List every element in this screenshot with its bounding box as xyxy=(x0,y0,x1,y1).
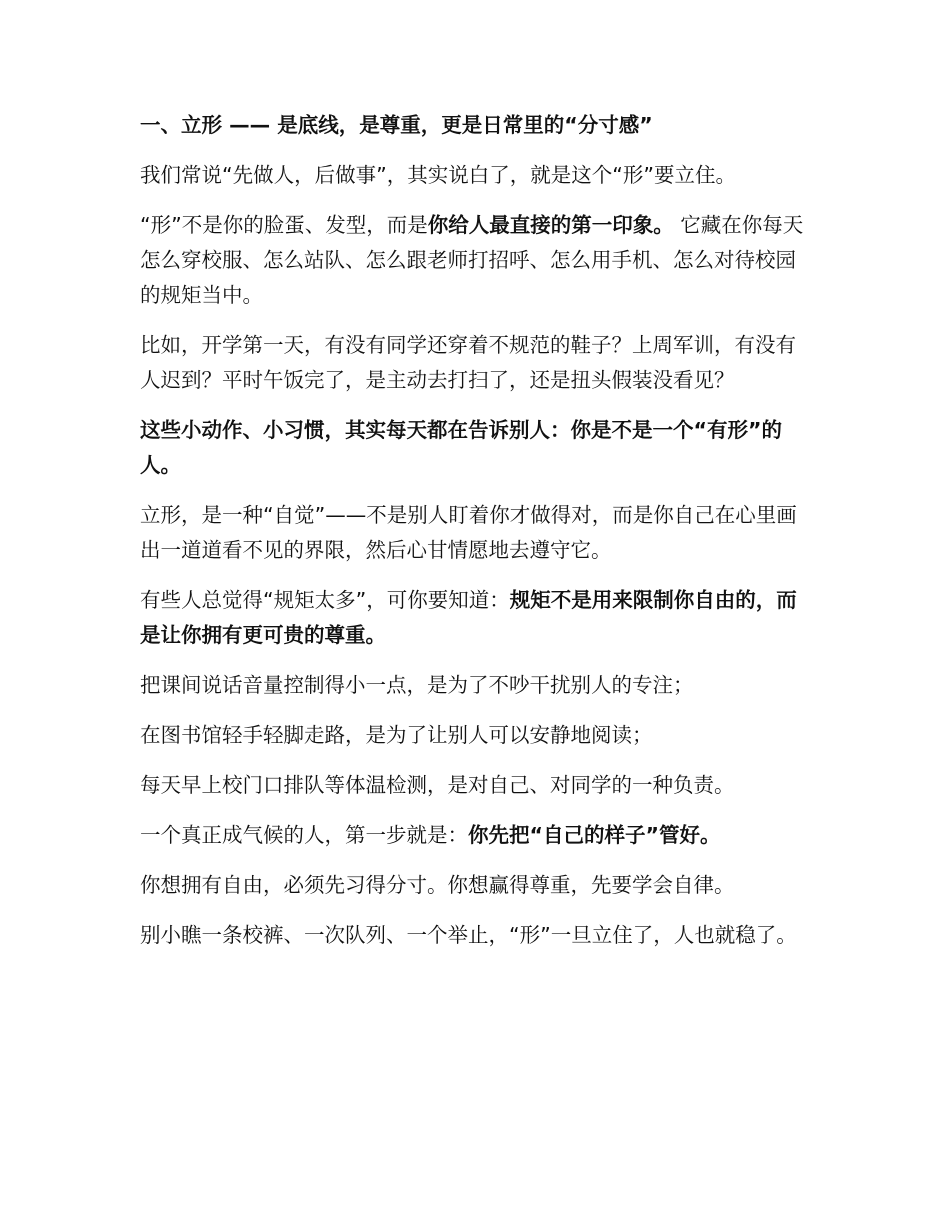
text-run: 在图书馆轻手轻脚走路，是为了让别人可以安静地阅读； xyxy=(140,723,653,747)
bold-text-run: 你先把“自己的样子”管好。 xyxy=(468,823,721,847)
text-run: 把课间说话音量控制得小一点，是为了不吵干扰别人的专注； xyxy=(140,673,694,697)
paragraph xyxy=(140,413,810,483)
text-run: 比如，开学第一天，有没有同学还穿着不规范的鞋子？上周军训，有没有人迟到？平时午饭完了，是主动去打扫了，还是扭头假装没看见？ xyxy=(140,333,796,392)
text-run: 有些人总觉得“规矩太多”，可你要知道： xyxy=(140,588,510,612)
section-heading: 一、立形 —— 是底线，是尊重，更是日常里的“分寸感” xyxy=(140,113,653,137)
text-run: 它藏在你每天怎么穿校服、怎么站队、怎么跟老师打招呼、怎么用手机、怎么对待校园的规矩当中。 xyxy=(140,213,804,307)
text-run: 我们常说“先做人，后做事”，其实说白了，就是这个“形”要立住。 xyxy=(140,163,736,187)
text-run: 别小瞧一条校裤、一次队列、一个举止，“形”一旦立住了，人也就稳了。 xyxy=(140,923,797,947)
bold-text-run: 你给人最直接的第一印象。 xyxy=(427,213,674,237)
text-run: 一个真正成气候的人，第一步就是： xyxy=(140,823,468,847)
bold-text-run: 这些小动作、小习惯，其实每天都在告诉别人：你是不是一个“有形”的人。 xyxy=(140,418,782,477)
paragraph xyxy=(140,768,810,803)
text-run: “形”不是你的脸蛋、发型，而是 xyxy=(140,213,428,237)
paragraph xyxy=(140,918,810,953)
paragraph xyxy=(140,583,810,653)
paragraph xyxy=(140,158,810,193)
bold-text-run: 规矩不是用来限制你自由的，而是让你拥有更可贵的尊重。 xyxy=(140,588,797,647)
text-run: 每天早上校门口排队等体温检测，是对自己、对同学的一种负责。 xyxy=(140,773,735,797)
text-run: 你想拥有自由，必须先习得分寸。你想赢得尊重，先要学会自律。 xyxy=(140,873,735,897)
document-body xyxy=(140,158,810,953)
paragraph xyxy=(140,498,810,568)
text-run: 立形，是一种“自觉”——不是别人盯着你才做得对，而是你自己在心里画出一道道看不见的界限，然后心甘情愿地去遵守它。 xyxy=(140,503,797,562)
paragraph xyxy=(140,718,810,753)
paragraph xyxy=(140,868,810,903)
paragraph xyxy=(140,208,810,313)
paragraph xyxy=(140,668,810,703)
paragraph xyxy=(140,818,810,853)
paragraph xyxy=(140,328,810,398)
